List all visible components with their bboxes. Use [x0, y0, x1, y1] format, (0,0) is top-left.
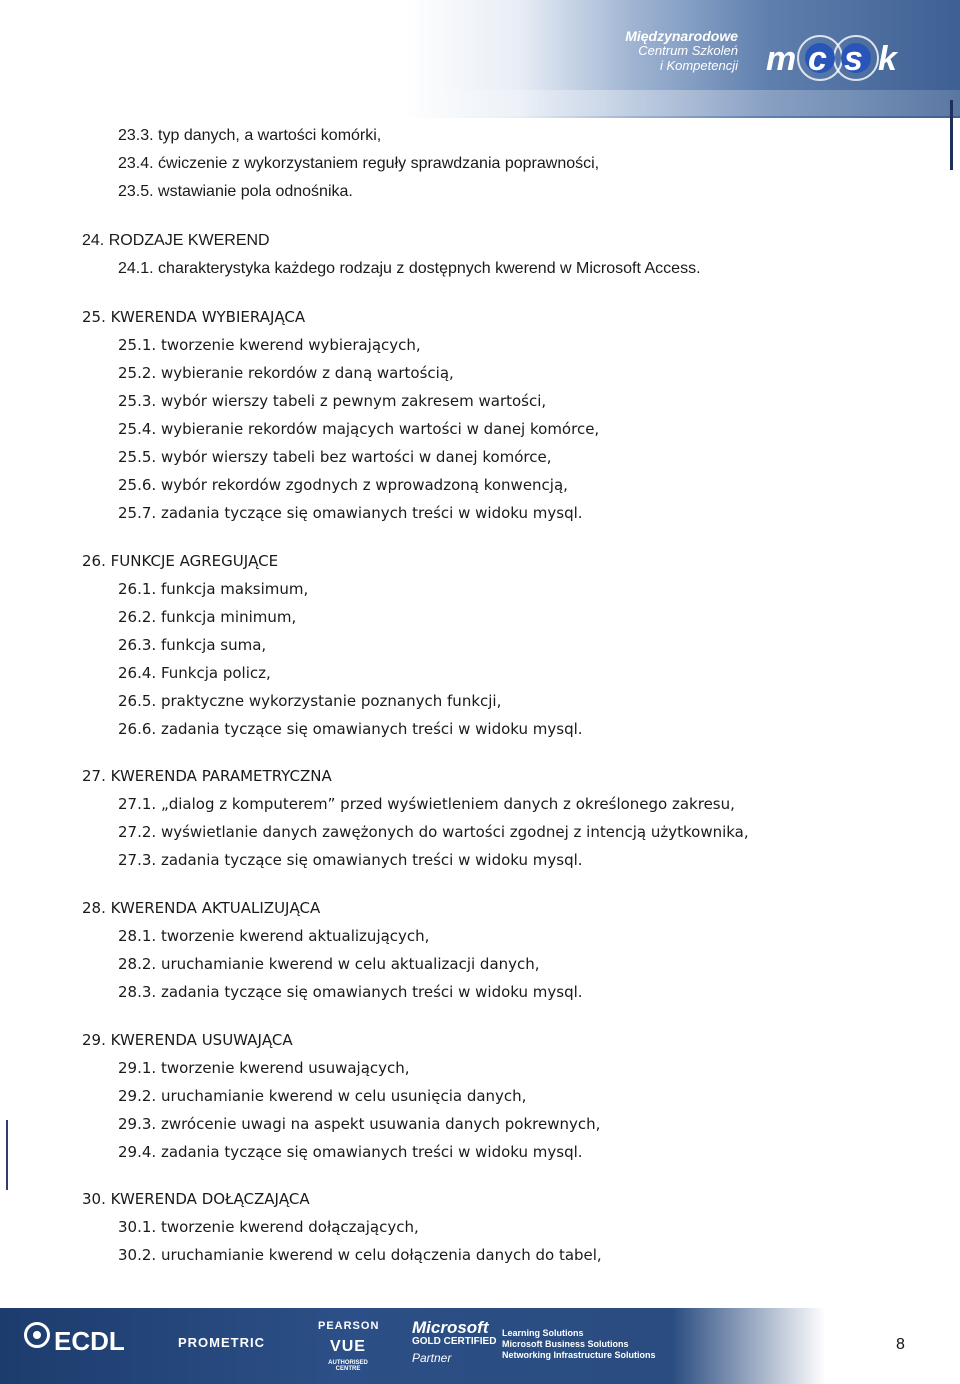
outline-line: 25.5. wybór wierszy tabeli bez wartości w danej komórce, [118, 448, 552, 466]
svg-text:c: c [808, 40, 827, 78]
outline-line: 26.2. funkcja minimum, [118, 608, 297, 626]
outline-line: 30.1. tworzenie kwerend dołączających, [118, 1218, 419, 1236]
outline-line: 30.2. uruchamianie kwerend w celu dołączenia danych do tabel, [118, 1246, 602, 1264]
ecdl-logo: ECDL [54, 1326, 125, 1356]
org-name-line3: i Kompetencji [659, 58, 738, 74]
section-heading: 27. KWERENDA PARAMETRYCZNA [82, 767, 332, 785]
mcsk-logo [752, 28, 952, 88]
outline-line: 25.2. wybieranie rekordów z daną wartością, [118, 364, 454, 382]
solution-item: Learning Solutions [502, 1328, 584, 1338]
outline-line: 26.6. zadania tyczące się omawianych treści w widoku mysql. [118, 720, 583, 738]
outline-line: 28.1. tworzenie kwerend aktualizujących, [118, 927, 430, 945]
page-number: 8 [896, 1336, 905, 1353]
org-name-line2: Centrum Szkoleń [638, 43, 738, 59]
pearson-text: PEARSON [318, 1320, 380, 1332]
outline-line: 25.7. zadania tyczące się omawianych treści w widoku mysql. [118, 504, 583, 522]
partner-text: Partner [412, 1351, 452, 1365]
microsoft-text: Microsoft [412, 1318, 489, 1337]
gold-certified-text: GOLD CERTIFIED [412, 1336, 497, 1347]
outline-line: 25.4. wybieranie rekordów mających wartości w danej komórce, [118, 420, 600, 438]
outline-line: 26.4. Funkcja policz, [118, 664, 271, 682]
outline-line: 26.5. praktyczne wykorzystanie poznanych funkcji, [118, 692, 502, 710]
org-name [588, 28, 738, 74]
outline-line: 27.1. „dialog z komputerem” przed wyświetleniem danych z określonego zakresu, [118, 795, 735, 813]
solution-item: Microsoft Business Solutions [502, 1339, 629, 1349]
outline-line: 23.3. typ danych, a wartości komórki, [118, 127, 382, 144]
outline-line: 29.2. uruchamianie kwerend w celu usunięcia danych, [118, 1087, 527, 1105]
ecdl-icon [24, 1322, 50, 1348]
footer-banner [0, 1308, 960, 1384]
outline-line: 24.1. charakterystyka każdego rodzaju z dostępnych kwerend w Microsoft Access. [118, 260, 701, 277]
outline-line: 29.3. zwrócenie uwagi na aspekt usuwania danych pokrewnych, [118, 1115, 601, 1133]
svg-text:k: k [878, 40, 897, 78]
section-heading: 26. FUNKCJE AGREGUJĄCE [82, 552, 279, 570]
section-heading: 25. KWERENDA WYBIERAJĄCA [82, 308, 306, 326]
outline-line: 27.2. wyświetlanie danych zawężonych do wartości zgodnej z intencją użytkownika, [118, 823, 749, 841]
section-heading: 29. KWERENDA USUWAJĄCA [82, 1031, 293, 1049]
outline-line: 23.4. ćwiczenie z wykorzystaniem reguły sprawdzania poprawności, [118, 155, 600, 172]
outline-line: 25.1. tworzenie kwerend wybierających, [118, 336, 421, 354]
outline-line: 28.2. uruchamianie kwerend w celu aktualizacji danych, [118, 955, 540, 973]
prometric-logo: PROMETRIC [178, 1335, 265, 1350]
section-heading: 24. RODZAJE KWEREND [82, 232, 270, 249]
section-heading: 28. KWERENDA AKTUALIZUJĄCA [82, 899, 321, 917]
outline-line: 28.3. zadania tyczące się omawianych treści w widoku mysql. [118, 983, 583, 1001]
outline-line: 25.3. wybór wierszy tabeli z pewnym zakresem wartości, [118, 392, 547, 410]
solution-item: Networking Infrastructure Solutions [502, 1350, 656, 1360]
right-margin-rule [950, 100, 953, 170]
header-banner [0, 0, 960, 118]
outline-line: 29.1. tworzenie kwerend usuwających, [118, 1059, 410, 1077]
pearson-vue-logo [318, 1320, 378, 1372]
svg-text:s: s [844, 40, 863, 78]
section-heading: 30. KWERENDA DOŁĄCZAJĄCA [82, 1190, 310, 1208]
outline-line: 27.3. zadania tyczące się omawianych treści w widoku mysql. [118, 851, 583, 869]
left-margin-rule [6, 1120, 8, 1190]
microsoft-partner-logo [412, 1318, 497, 1365]
svg-text:m: m [766, 40, 797, 78]
outline-line: 26.1. funkcja maksimum, [118, 580, 309, 598]
solutions-list [502, 1328, 656, 1361]
outline-line: 25.6. wybór rekordów zgodnych z wprowadzoną konwencją, [118, 476, 568, 494]
org-name-line1: Międzynarodowe [625, 28, 738, 44]
vue-text: VUE [330, 1338, 366, 1355]
outline-line: 29.4. zadania tyczące się omawianych treści w widoku mysql. [118, 1143, 583, 1161]
authorised-centre-text: AUTHORISED CENTRE [328, 1360, 368, 1372]
header-stripe [360, 90, 960, 116]
outline-line: 26.3. funkcja suma, [118, 636, 267, 654]
outline-line: 23.5. wstawianie pola odnośnika. [118, 183, 353, 200]
